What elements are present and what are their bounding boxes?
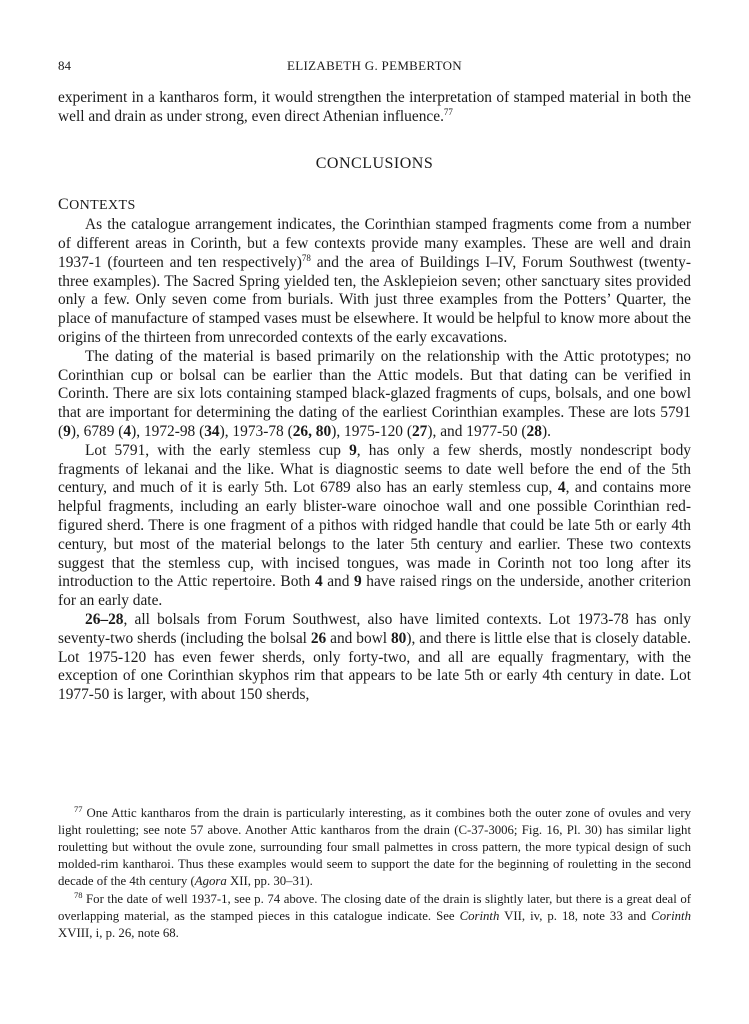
- page-number: 84: [58, 58, 71, 73]
- p2-sep: ), 1972-98 (: [131, 422, 205, 440]
- catalogue-number: 28: [526, 422, 542, 440]
- footnote-text: XII, pp. 30–31).: [226, 874, 313, 888]
- catalogue-number: 26: [310, 629, 327, 647]
- opening-paragraph-text: experiment in a kantharos form, it would strengthen the interpretation of stamped material in both the well and drain as under strong, even direct Athenian influence.: [58, 89, 691, 125]
- paragraph-1: [58, 216, 691, 348]
- p3-text: and: [322, 573, 354, 591]
- footnote-number: 78: [74, 890, 83, 900]
- p2-sep: ), 1975-120 (: [331, 422, 412, 440]
- p3-text: Lot 5791, with the early stemless cup: [85, 441, 350, 459]
- paragraph-4: [58, 611, 691, 705]
- p2-sep: ), 6789 (: [70, 422, 124, 440]
- p3-text: , has only a few sherds, mostly nondescript body fragments of lekanai and the like. What is diagnostic seems to date well before the end of the 5th century, and much of it is early 5th. Lot 6789 also has an early stemless cup,: [58, 441, 691, 497]
- footnote-77: [58, 805, 691, 890]
- paragraph-3: [58, 442, 691, 611]
- p2-sep: ), 1973-78 (: [219, 422, 293, 440]
- p3-text: have raised rings on the underside, another criterion for an early date.: [58, 573, 691, 610]
- footnote-number: 77: [74, 804, 83, 814]
- catalogue-number: 26, 80: [292, 422, 332, 440]
- catalogue-number: 34: [204, 422, 220, 440]
- footnote-italic: Corinth: [459, 909, 500, 923]
- p1-text-b: and the area of Buildings I–IV, Forum Southwest (twenty-three examples). The Sacred Spring yielded ten, the Asklepieion seven; other sanctuary sites provided only a few. Only seven come from burials. With just three examples from the Potters’ Quarter, the place of manufacture of stamped vases must be elsewhere. It would be helpful to know more about the origins of the thirteen from unrecorded contexts of the early excavations.: [58, 253, 691, 346]
- footnote-text: For the date of well 1937-1, see p. 74 above. The closing date of the drain is slightly later, but there is a great deal of overlapping material, as the stamped pieces in this catalogue indicate. See: [58, 892, 691, 923]
- footnote-text: One Attic kantharos from the drain is particularly interesting, as it combines both the outer zone of ovules and very light rouletting; see note 57 above. Another Attic kantharos from the drain (C-37-3006; Fig. 16, Pl. 30) has similar light rouletting but without the ovule zone, surrounding four small palmettes in cross pattern, the more typical design of such molded-rim kantharoi. Thus these examples would seem to support the date for the beginning of rouletting in the second decade of the 4th century (: [58, 806, 691, 888]
- catalogue-number: 4: [314, 573, 323, 591]
- p1-text-a: As the catalogue arrangement indicates, the Corinthian stamped fragments come from a number of different areas in Corinth, but a few contexts provide many examples. These are well and drain 1937-1 (fourteen and ten respectively): [58, 216, 691, 271]
- running-title: ELIZABETH G. PEMBERTON: [287, 58, 462, 73]
- catalogue-number: 4: [557, 479, 566, 497]
- catalogue-number: 9: [354, 573, 362, 591]
- catalogue-number: 26–28: [85, 610, 124, 628]
- catalogue-number: 9: [63, 422, 71, 440]
- footnote-78: [58, 891, 691, 942]
- running-header: [58, 58, 691, 76]
- p2-sep: ).: [541, 422, 551, 440]
- footnotes: [58, 805, 691, 943]
- catalogue-number: 9: [349, 441, 357, 459]
- footnote-italic: Corinth: [651, 909, 691, 923]
- footnote-text: XVIII, i, p. 26, note 68.: [58, 926, 179, 940]
- p4-text: , all bolsals from Forum Southwest, also have limited contexts. Lot 1973-78 has only seventy-two sherds (including the bolsal: [58, 610, 691, 647]
- catalogue-number: 80: [390, 629, 407, 647]
- subsection-rest: ONTEXTS: [69, 198, 136, 214]
- footnote-italic: Agora: [194, 874, 227, 888]
- catalogue-number: 27: [411, 422, 428, 440]
- p4-text: ), and there is little else that is closely datable. Lot 1975-120 has even fewer sherds, only forty-two, and all are equally fragmentary, with the exception of one Corinthian skyphos rim that appears to be late 5th or early 4th century in date. Lot 1977-50 is larger, with about 150 sherds,: [58, 629, 691, 704]
- section-title: CONCLUSIONS: [315, 154, 434, 172]
- main-text: [58, 89, 691, 705]
- p4-text: and bowl: [326, 629, 391, 647]
- opening-paragraph: [58, 89, 691, 127]
- subsection-title: [58, 196, 691, 216]
- p2-text: The dating of the material is based primarily on the relationship with the Attic prototypes; no Corinthian cup or bolsal can be earlier than the Attic models. But that dating can be verified in Corinth. There are six lots containing stamped black-glazed fragments of cups, bolsals, and one bowl that are important for determining the dating of the earliest Corinthian examples. These are lots 5791 (: [58, 347, 691, 440]
- paragraph-2: [58, 348, 691, 442]
- p3-text: , and contains more helpful fragments, including an early blister-ware oinochoe wall and one possible Corinthian red-figured sherd. There is one fragment of a pithos with ridged handle that could be late 5th or early 4th century, but most of the material belongs to the later 5th century and earlier. These two contexts suggest that the stemless cup, with incised tongues, was made in Corinth not too long after its introduction to the Attic repertoire. Both: [58, 479, 691, 591]
- note-ref-77[interactable]: 77: [443, 106, 453, 117]
- subsection-initial: C: [58, 196, 70, 214]
- p2-sep: ), and 1977-50 (: [427, 422, 527, 440]
- footnote-text: VII, iv, p. 18, note 33 and: [499, 909, 652, 923]
- catalogue-number: 4: [123, 422, 132, 440]
- note-ref-78[interactable]: 78: [301, 252, 311, 263]
